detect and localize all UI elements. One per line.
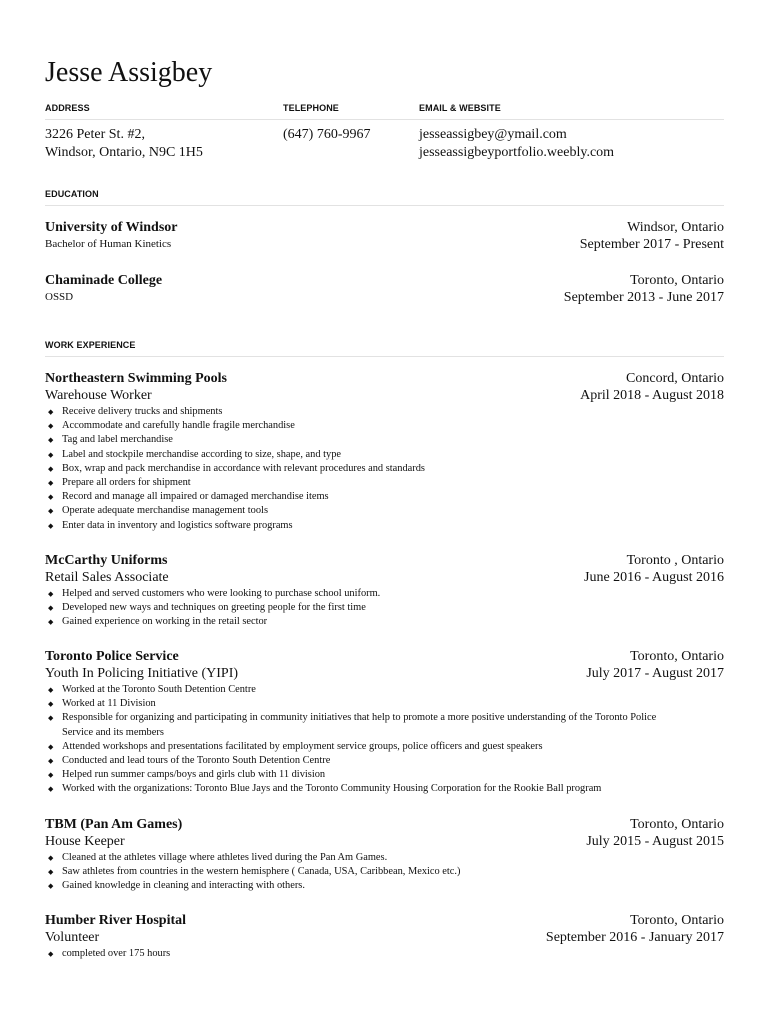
bullet-diamond-icon: ◆ bbox=[48, 618, 54, 627]
telephone-lines bbox=[283, 126, 371, 144]
email-link[interactable]: jesseassigbey@ymail.com bbox=[419, 127, 567, 142]
job-title: Retail Sales Associate bbox=[45, 570, 169, 585]
resume-name: Jesse Assigbey bbox=[45, 57, 213, 88]
list-item: ◆ Worked with the organizations: Toronto Blue Jays and the Toronto Community Housing Corporation for the Rookie Ball program bbox=[45, 782, 724, 796]
list-item: ◆ Attended workshops and presentations facilitated by employment service groups, police officers and guest speakers bbox=[45, 740, 724, 754]
list-item: ◆ completed over 175 hours bbox=[45, 947, 724, 961]
list-item: ◆ Helped and served customers who were looking to purchase school uniform. bbox=[45, 587, 724, 601]
list-item: ◆ Operate adequate merchandise management tools bbox=[45, 504, 724, 518]
list-item: ◆ Helped run summer camps/boys and girls club with 11 division bbox=[45, 768, 724, 782]
bullet-diamond-icon: ◆ bbox=[48, 422, 54, 431]
education-dates: September 2013 - June 2017 bbox=[563, 290, 724, 305]
job-duties-list bbox=[45, 683, 724, 797]
list-item: ◆ Conducted and lead tours of the Toronto South Detention Centre bbox=[45, 754, 724, 768]
address-line-1: 3226 Peter St. #2, bbox=[45, 127, 145, 142]
education-school: University of Windsor bbox=[45, 220, 178, 235]
job-employer: McCarthy Uniforms bbox=[45, 553, 168, 568]
education-label: EDUCATION bbox=[45, 189, 99, 199]
education-program: Bachelor of Human Kinetics bbox=[45, 238, 172, 250]
job-location: Toronto, Ontario bbox=[630, 649, 724, 664]
job-duties-list bbox=[45, 851, 724, 894]
work-experience-label: WORK EXPERIENCE bbox=[45, 340, 136, 350]
list-item: ◆ Gained experience on working in the retail sector bbox=[45, 615, 724, 629]
bullet-diamond-icon: ◆ bbox=[48, 450, 54, 459]
job-employer: Toronto Police Service bbox=[45, 649, 179, 664]
list-item: ◆ Receive delivery trucks and shipments bbox=[45, 405, 724, 419]
list-item: ◆ Accommodate and carefully handle fragile merchandise bbox=[45, 419, 724, 433]
education-location: Windsor, Ontario bbox=[627, 220, 724, 235]
bullet-diamond-icon: ◆ bbox=[48, 590, 54, 598]
bullet-diamond-icon: ◆ bbox=[48, 700, 54, 709]
bullet-diamond-icon: ◆ bbox=[48, 771, 54, 780]
address-lines bbox=[45, 126, 203, 162]
job-dates: July 2017 - August 2017 bbox=[586, 666, 724, 681]
contact-divider bbox=[45, 119, 724, 120]
bullet-diamond-icon: ◆ bbox=[48, 604, 54, 613]
job-location: Concord, Ontario bbox=[626, 371, 724, 386]
list-item: ◆ Worked at 11 Division bbox=[45, 697, 724, 711]
job-title: House Keeper bbox=[45, 834, 125, 849]
telephone-label: TELEPHONE bbox=[283, 103, 339, 113]
bullet-diamond-icon: ◆ bbox=[48, 686, 54, 694]
bullet-diamond-icon: ◆ bbox=[48, 436, 54, 445]
bullet-diamond-icon: ◆ bbox=[48, 785, 54, 794]
job-location: Toronto, Ontario bbox=[630, 913, 724, 928]
list-item: ◆ Prepare all orders for shipment bbox=[45, 476, 724, 490]
bullet-diamond-icon: ◆ bbox=[48, 464, 54, 473]
education-dates: September 2017 - Present bbox=[579, 237, 724, 252]
bullet-diamond-icon: ◆ bbox=[48, 882, 54, 891]
list-item: ◆ Label and stockpile merchandise according to size, shape, and type bbox=[45, 448, 724, 462]
education-divider bbox=[45, 205, 724, 206]
job-title: Volunteer bbox=[45, 930, 100, 945]
job-location: Toronto , Ontario bbox=[626, 553, 724, 568]
job-dates: April 2018 - August 2018 bbox=[580, 388, 724, 403]
list-item: ◆ Responsible for organizing and participating in community initiatives that help to promote a more positive understanding of the Toronto Police Service and its members bbox=[48, 712, 657, 738]
job-dates: June 2016 - August 2016 bbox=[584, 570, 724, 585]
education-location: Toronto, Ontario bbox=[630, 273, 724, 288]
bullet-diamond-icon: ◆ bbox=[48, 521, 54, 530]
address-label: ADDRESS bbox=[45, 103, 90, 113]
job-employer: Humber River Hospital bbox=[45, 913, 187, 928]
bullet-diamond-icon: ◆ bbox=[48, 950, 54, 958]
bullet-diamond-icon: ◆ bbox=[48, 479, 54, 488]
job-dates: September 2016 - January 2017 bbox=[545, 930, 724, 945]
list-item: ◆ Developed new ways and techniques on greeting people for the first time bbox=[45, 601, 724, 615]
bullet-diamond-icon: ◆ bbox=[48, 742, 54, 751]
bullet-diamond-icon: ◆ bbox=[48, 757, 54, 766]
bullet-diamond-icon: ◆ bbox=[48, 507, 54, 516]
email-website-label: EMAIL & WEBSITE bbox=[419, 103, 501, 113]
work-experience-divider bbox=[45, 356, 724, 357]
bullet-diamond-icon: ◆ bbox=[48, 493, 54, 502]
list-item: ◆ Record and manage all impaired or damaged merchandise items bbox=[45, 490, 724, 504]
job-title: Warehouse Worker bbox=[45, 388, 152, 403]
job-location: Toronto, Ontario bbox=[630, 817, 724, 832]
list-item: ◆ Gained knowledge in cleaning and interacting with others. bbox=[45, 879, 724, 893]
job-dates: July 2015 - August 2015 bbox=[586, 834, 724, 849]
email-website-lines bbox=[419, 126, 614, 162]
list-item: ◆ Tag and label merchandise bbox=[45, 433, 724, 447]
job-duties-list bbox=[45, 587, 724, 630]
job-duties-list bbox=[45, 405, 724, 533]
education-school: Chaminade College bbox=[45, 273, 163, 288]
job-title: Youth In Policing Initiative (YIPI) bbox=[45, 666, 239, 681]
list-item: ◆ Box, wrap and pack merchandise in accordance with relevant procedures and standards bbox=[45, 462, 724, 476]
address-line-2: Windsor, Ontario, N9C 1H5 bbox=[45, 145, 203, 160]
telephone-number: (647) 760-9967 bbox=[283, 127, 371, 142]
job-duties-list bbox=[45, 947, 724, 961]
job-employer: Northeastern Swimming Pools bbox=[45, 371, 227, 386]
list-item: ◆ Enter data in inventory and logistics software programs bbox=[45, 519, 724, 533]
education-program: OSSD bbox=[45, 291, 74, 303]
job-employer: TBM (Pan Am Games) bbox=[45, 817, 183, 832]
list-item: ◆ Saw athletes from countries in the western hemisphere ( Canada, USA, Caribbean, Mexico etc.) bbox=[45, 865, 724, 879]
website-link[interactable]: jesseassigbeyportfolio.weebly.com bbox=[419, 145, 615, 160]
bullet-diamond-icon: ◆ bbox=[48, 868, 54, 877]
list-item: ◆ Cleaned at the athletes village where athletes lived during the Pan Am Games. bbox=[45, 851, 724, 865]
bullet-diamond-icon: ◆ bbox=[48, 714, 54, 723]
list-item: ◆ Worked at the Toronto South Detention Centre bbox=[45, 683, 724, 697]
bullet-diamond-icon: ◆ bbox=[48, 854, 54, 862]
bullet-diamond-icon: ◆ bbox=[48, 408, 54, 416]
